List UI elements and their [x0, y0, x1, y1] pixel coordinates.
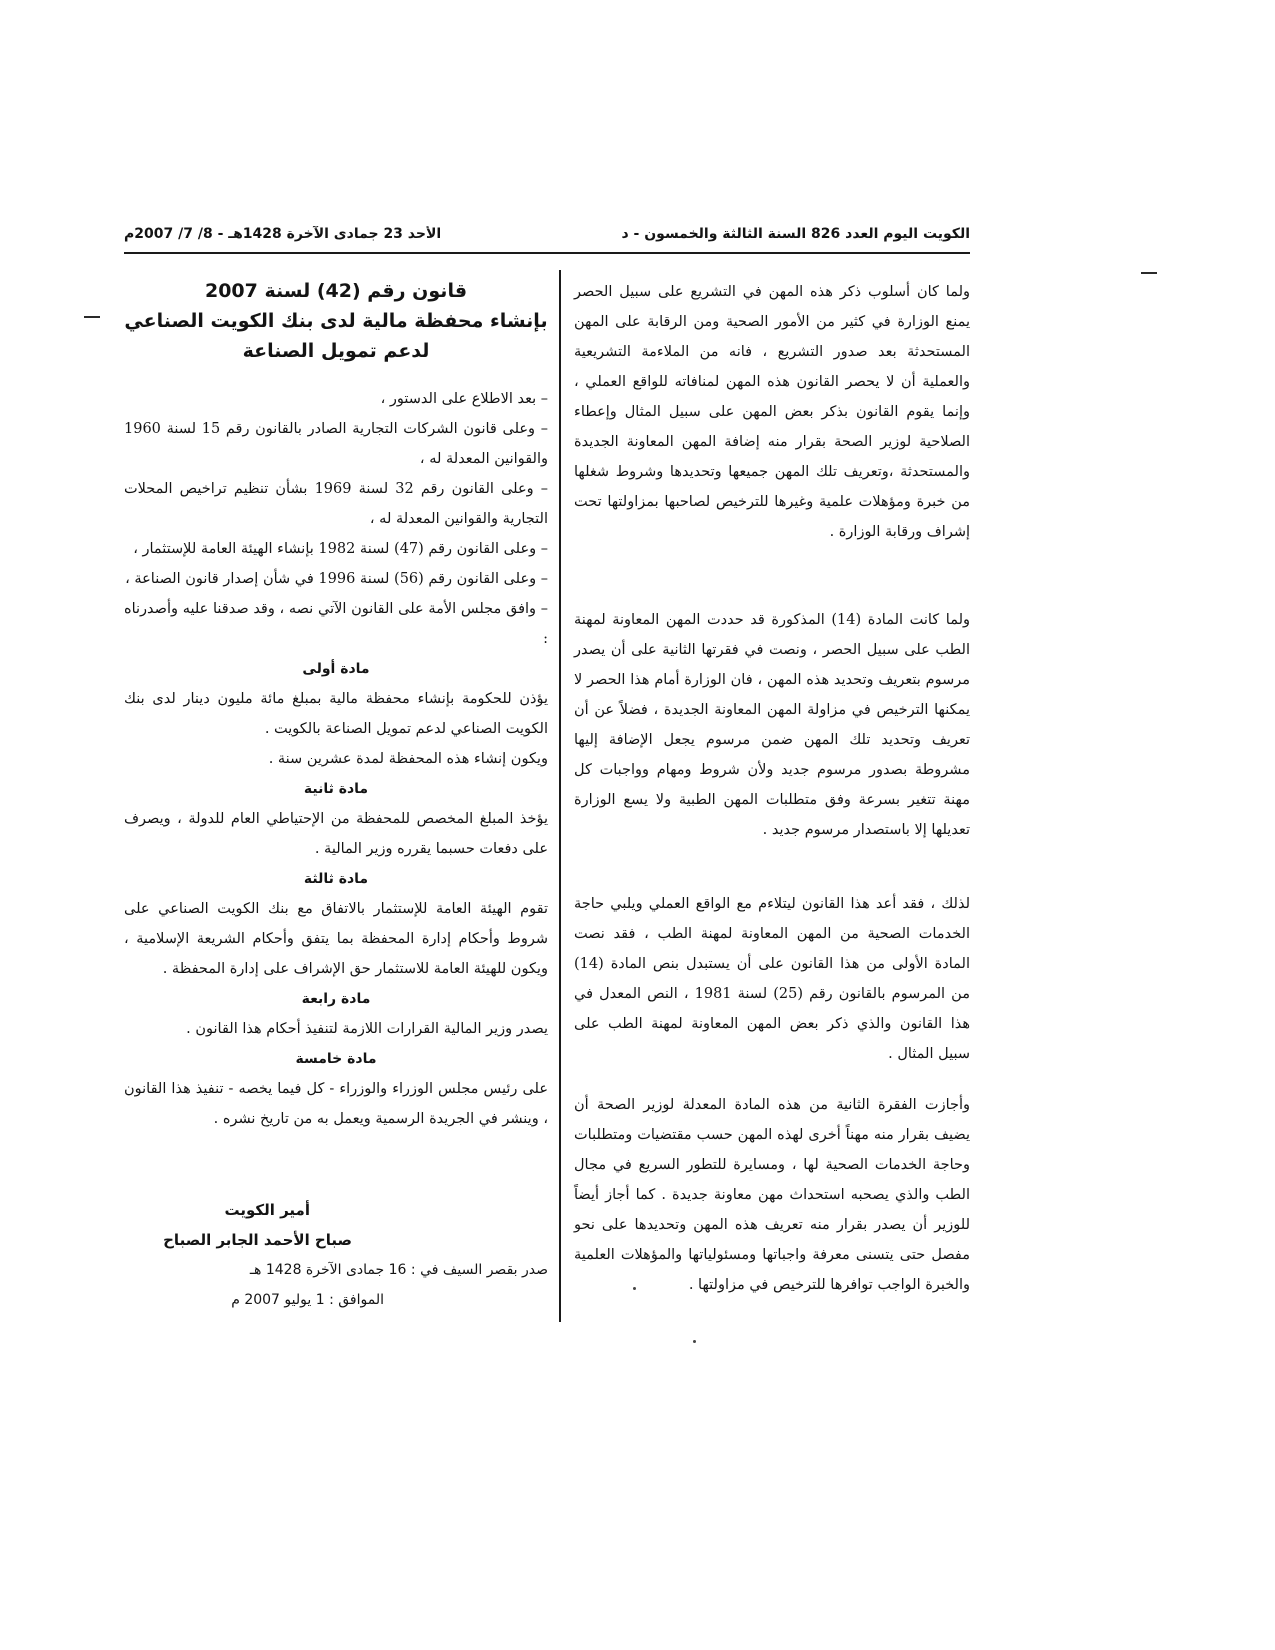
preamble-item: – وافق مجلس الأمة على القانون الآتي نصه ، وقد صدقنا عليه وأصدرناه : — [124, 601, 548, 647]
law-subject-line-2: لدعم تمويل الصناعة — [242, 340, 430, 362]
emir-title: أمير الكويت — [224, 1201, 310, 1219]
column-divider — [559, 270, 561, 1322]
memo-paragraph-3: لذلك ، فقد أعد هذا القانون ليتلاءم مع الواقع العملي ويلبي حاجة الخدمات الصحية من المهن المعاونة لمهنة الطب ، فقد نصت المادة الأولى من هذا القانون على أن يستبدل بنص المادة (14) من المرسوم بالقانون رقم (25) لسنة 1981 ، النص المعدل في هذا القانون والذي ذكر بعض المهن المعاونة لمهنة الطب على سبيل المثال . — [574, 896, 970, 1062]
memo-paragraph-2: ولما كانت المادة (14) المذكورة قد حددت المهن المعاونة لمهنة الطب على سبيل الحصر ، ونصت في فقرتها الثانية على أن يصدر مرسوم بتعريف وتحديد هذه المهن ، فان الوزارة أمام هذا الحصر لا يمكنها الترخيص في مزاولة المهن المعاونة الجديدة ، فضلاً عن أن تعريف وتحديد تلك المهن ضمن مرسوم يجعل الإضافة إليها مشروطة بصدور مرسوم جديد ولأن شروط ومهام وواجبات كل مهنة تتغير بسرعة وفق متطلبات المهن الطبية ولا يسع الوزارة تعديلها إلا باستصدار مرسوم جديد . — [574, 612, 970, 838]
issue-place-date: صدر بقصر السيف في : 16 جمادى الآخرة 1428 هـ — [249, 1262, 548, 1278]
header-date: الأحد 23 جمادى الآخرة 1428هـ - 8/ 7/ 2007م — [124, 226, 442, 242]
article-4-heading: مادة رابعة — [301, 991, 371, 1007]
article-5-text: على رئيس مجلس الوزراء والوزراء - كل فيما يخصه - تنفيذ هذا القانون ، وينشر في الجريدة الرسمية ويعمل به من تاريخ نشره . — [124, 1081, 548, 1127]
law-body — [124, 384, 548, 1134]
scan-speck — [693, 1340, 696, 1343]
emir-name: صباح الأحمد الجابر الصباح — [163, 1231, 352, 1249]
law-subject-line-1: بإنشاء محفظة مالية لدى بنك الكويت الصناعي — [124, 310, 548, 332]
article-5-heading: مادة خامسة — [295, 1051, 377, 1067]
article-3-text: تقوم الهيئة العامة للإستثمار بالاتفاق مع بنك الكويت الصناعي على شروط وأحكام إدارة المحفظة بما يتفق وأحكام الشريعة الإسلامية ، ويكون للهيئة العامة للاستثمار حق الإشراف على إدارة المحفظة . — [124, 901, 548, 977]
article-1-heading: مادة أولى — [302, 661, 370, 677]
margin-mark — [84, 316, 100, 318]
article-3-heading: مادة ثالثة — [303, 871, 369, 887]
preamble-item: – وعلى القانون رقم (56) لسنة 1996 في شأن إصدار قانون الصناعة ، — [125, 571, 548, 587]
article-1-text: يؤذن للحكومة بإنشاء محفظة مالية بمبلغ مائة مليون دينار لدى بنك الكويت الصناعي لدعم تمويل الصناعة بالكويت . — [124, 691, 548, 737]
gregorian-date: الموافق : 1 يوليو 2007 م — [231, 1292, 384, 1308]
preamble-item: – بعد الاطلاع على الدستور ، — [380, 391, 548, 407]
preamble-item: – وعلى القانون رقم (47) لسنة 1982 بإنشاء الهيئة العامة للإستثمار ، — [133, 541, 548, 557]
article-2-text: يؤخذ المبلغ المخصص للمحفظة من الإحتياطي العام للدولة ، ويصرف على دفعات حسبما يقرره وزير المالية . — [124, 811, 548, 857]
memo-paragraph-4: وأجازت الفقرة الثانية من هذه المادة المعدلة لوزير الصحة أن يضيف بقرار منه مهناً أخرى لهذه المهن حسب مقتضيات ومتطلبات وحاجة الخدمات الصحية لها ، ومسايرة للتطور السريع في مجال الطب والذي يصحبه استحداث مهن معاونة جديدة . كما أجاز أيضاً للوزير أن يصدر بقرار منه تعريف هذه المهن وتحديدها على نحو مفصل حتى يتسنى معرفة واجباتها ومسئولياتها والمؤهلات العلمية والخبرة الواجب توافرها للترخيص في مزاولتها . — [574, 1097, 970, 1293]
signature-block — [124, 1195, 548, 1315]
preamble-item: – وعلى القانون رقم 32 لسنة 1969 بشأن تنظيم تراخيص المحلات التجارية والقوانين المعدلة له ، — [124, 481, 549, 527]
article-1-duration: ويكون إنشاء هذه المحفظة لمدة عشرين سنة . — [268, 751, 548, 767]
header-rule — [124, 252, 970, 254]
memo-paragraph-1: ولما كان أسلوب ذكر هذه المهن في التشريع على سبيل الحصر يمنع الوزارة في كثير من الأمور الصحية ومن الرقابة على المهن المستحدثة بعد صدور التشريع ، فانه من الملاءمة التشريعية والعملية أن لا يحصر القانون هذه المهن لمنافاته للواقع العملي ، وإنما يقوم القانون بذكر بعض المهن على سبيل المثال وإعطاء الصلاحية لوزير الصحة بقرار منه إضافة المهن المعاونة الجديدة والمستحدثة ،وتعريف تلك المهن جميعها وتحديدها وشروط شغلها من خبرة ومؤهلات علمية وغيرها للترخيص لصاحبها بمزاولتها تحت إشراف ورقابة الوزارة . — [574, 284, 970, 540]
article-4-text: يصدر وزير المالية القرارات اللازمة لتنفيذ أحكام هذا القانون . — [186, 1021, 548, 1037]
header-issue-info: الكويت اليوم العدد 826 السنة الثالثة والخمسون - د — [621, 226, 970, 242]
article-2-heading: مادة ثانية — [303, 781, 369, 797]
law-title — [124, 276, 548, 366]
margin-mark — [1141, 272, 1157, 274]
preamble-item: – وعلى قانون الشركات التجارية الصادر بالقانون رقم 15 لسنة 1960 والقوانين المعدلة له ، — [124, 421, 548, 467]
law-number: قانون رقم (42) لسنة 2007 — [204, 280, 468, 302]
